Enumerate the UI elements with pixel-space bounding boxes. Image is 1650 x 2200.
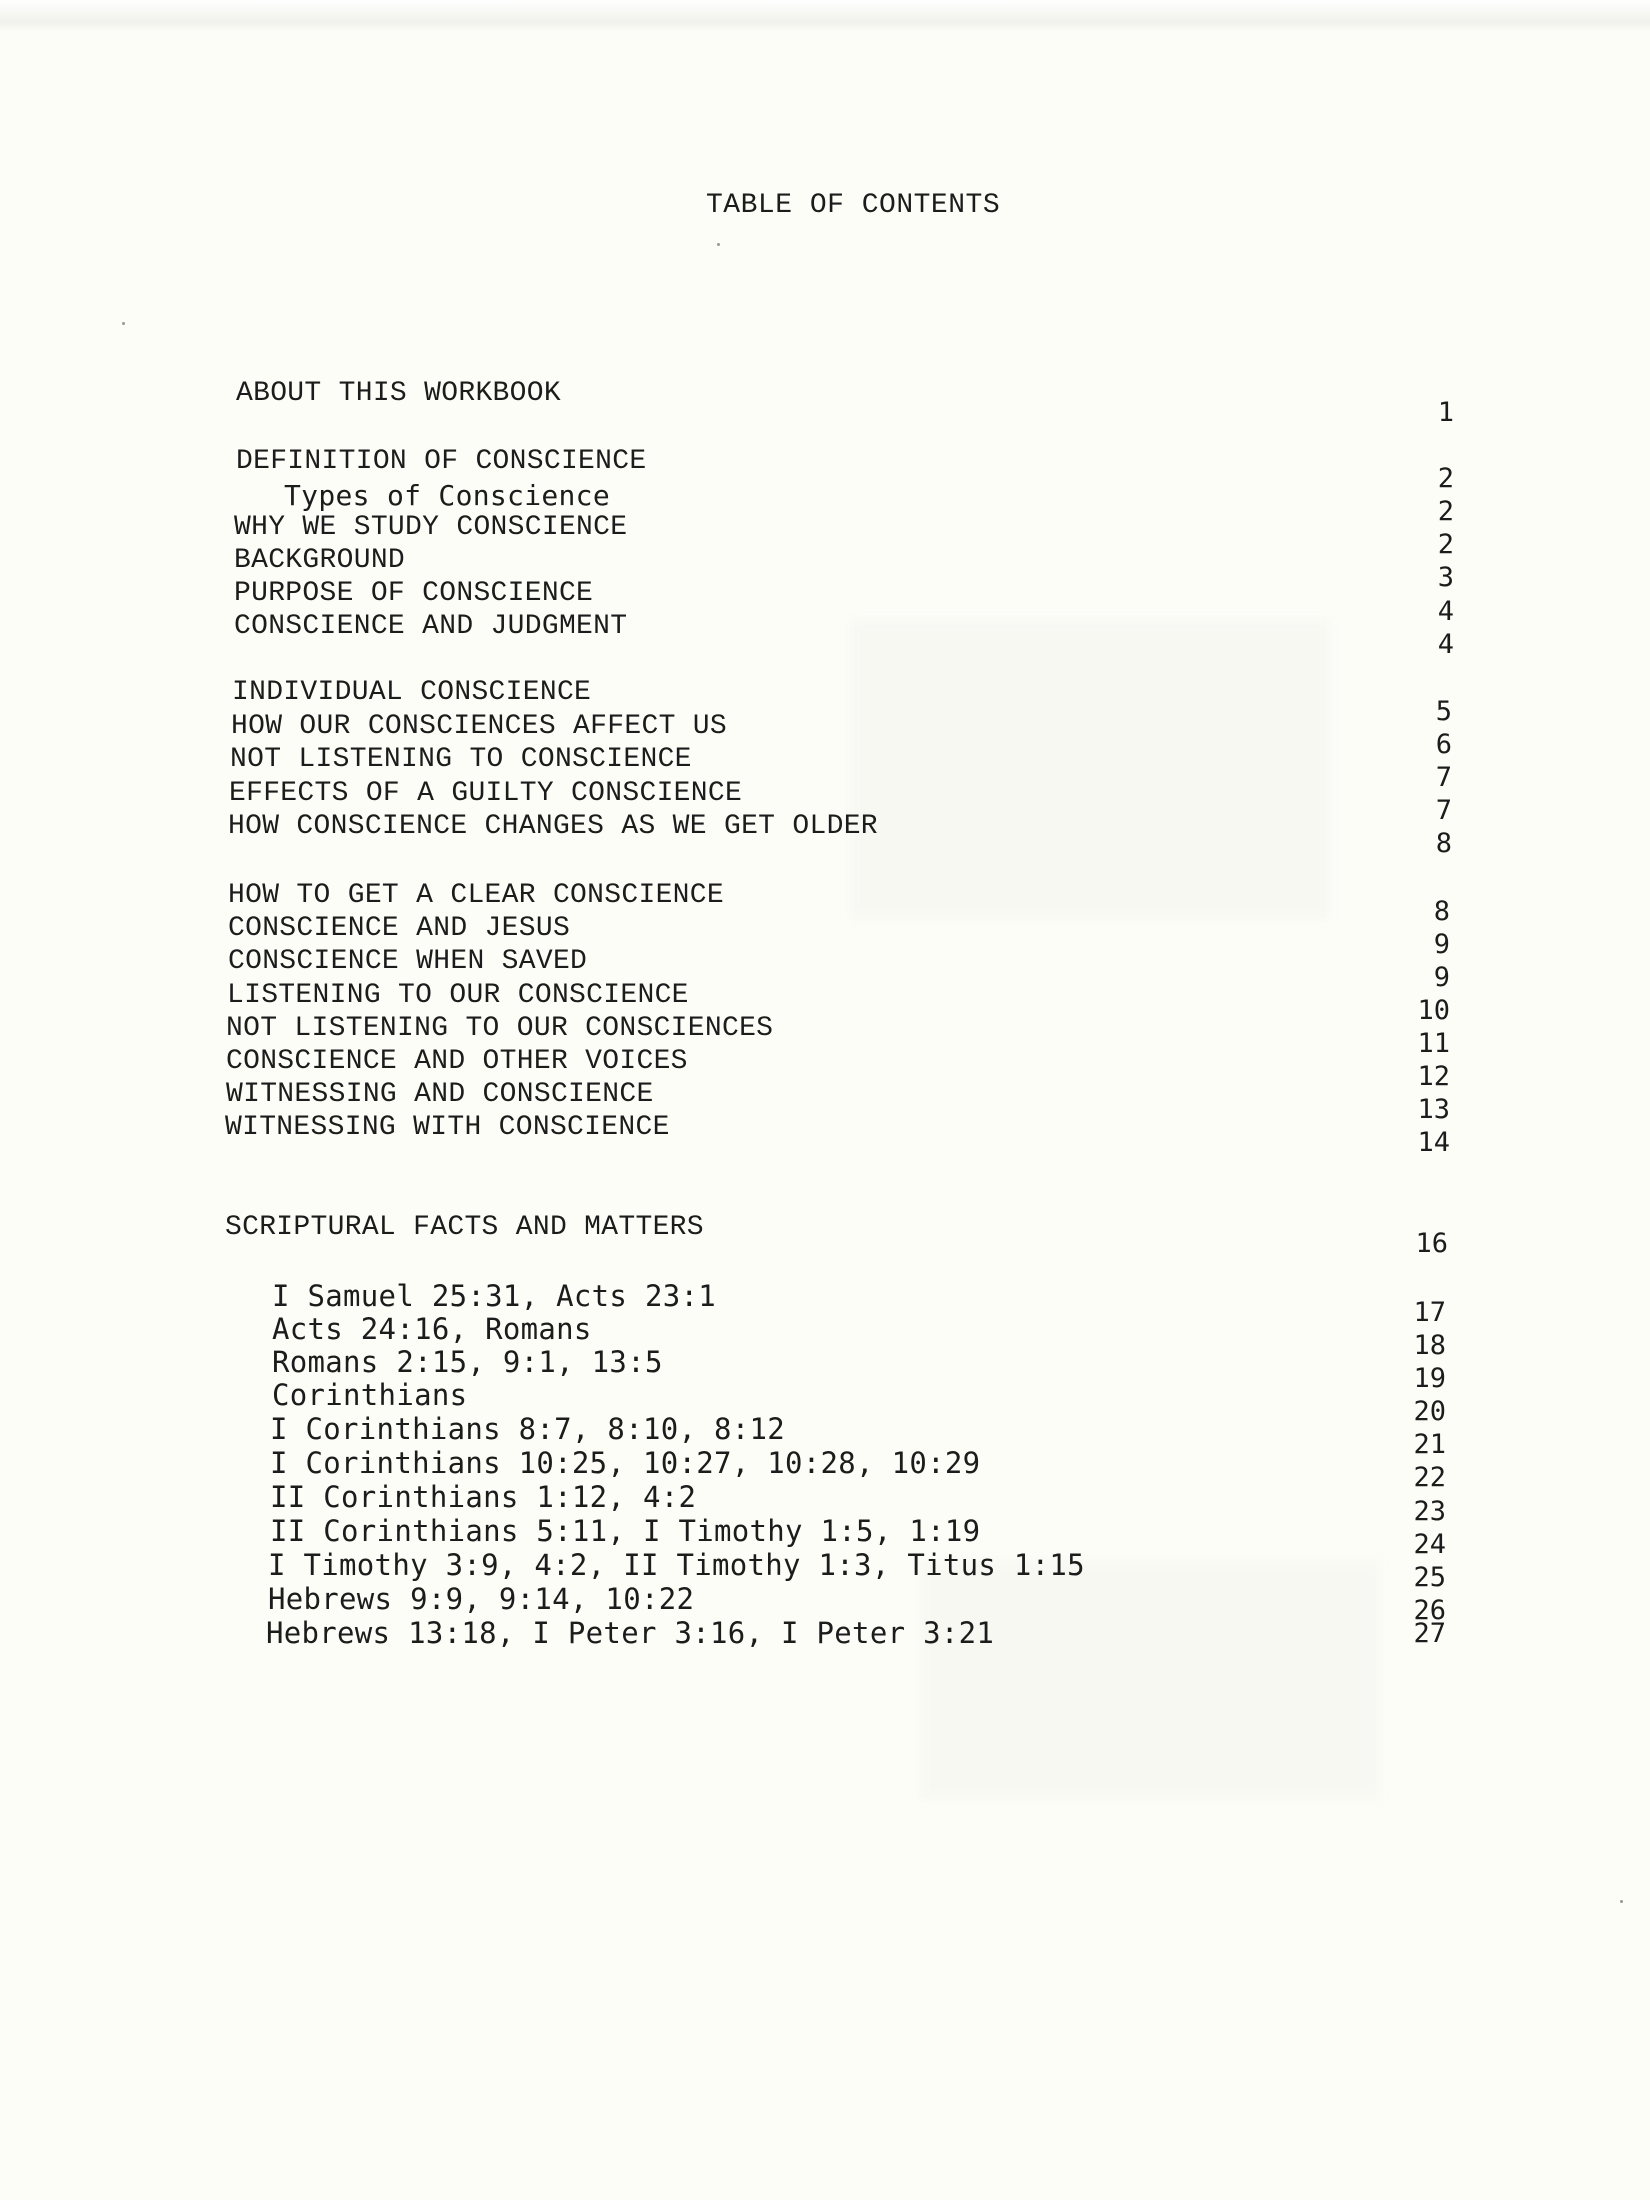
toc-scripture-entry: Hebrews 13:18, I Peter 3:16, I Peter 3:21 xyxy=(266,1616,995,1650)
toc-page-number: 9 xyxy=(1433,962,1450,993)
page-top-edge xyxy=(0,0,1650,32)
toc-scripture-entry: Acts 24:16, Romans xyxy=(272,1312,592,1346)
toc-entry-conscience-and-judgment: CONSCIENCE AND JUDGMENT xyxy=(234,611,628,642)
toc-page-number: 13 xyxy=(1417,1094,1450,1125)
toc-scripture-entry: Corinthians xyxy=(272,1378,468,1412)
toc-page-number: 2 xyxy=(1437,463,1454,494)
toc-scripture-entry: I Corinthians 8:7, 8:10, 8:12 xyxy=(270,1412,786,1446)
scan-speck xyxy=(122,322,125,325)
toc-entry-why-we-study-conscience: WHY WE STUDY CONSCIENCE xyxy=(234,512,628,543)
scan-speck xyxy=(717,243,720,246)
toc-entry-background: BACKGROUND xyxy=(234,545,406,576)
toc-entry-witnessing-with-conscience: WITNESSING WITH CONSCIENCE xyxy=(225,1112,670,1143)
toc-scripture-entry: I Corinthians 10:25, 10:27, 10:28, 10:29 xyxy=(270,1446,981,1480)
toc-page-number: 11 xyxy=(1417,1028,1450,1059)
toc-page-number: 7 xyxy=(1435,762,1452,793)
toc-page-number: 20 xyxy=(1413,1396,1446,1427)
toc-scripture-entry: Hebrews 9:9, 9:14, 10:22 xyxy=(268,1582,695,1616)
toc-entry-listening-to-our-conscience: LISTENING TO OUR CONSCIENCE xyxy=(227,980,689,1011)
toc-page-number: 4 xyxy=(1437,629,1454,660)
toc-page-number: 2 xyxy=(1437,529,1454,560)
toc-entry-purpose-of-conscience: PURPOSE OF CONSCIENCE xyxy=(234,578,594,609)
page-title: TABLE OF CONTENTS xyxy=(706,190,1001,221)
toc-page-number: 27 xyxy=(1413,1618,1446,1649)
toc-entry-conscience-when-saved: CONSCIENCE WHEN SAVED xyxy=(228,946,588,977)
toc-page-number: 24 xyxy=(1413,1529,1446,1560)
show-through-shadow-lower xyxy=(920,1560,1380,1800)
show-through-shadow-upper xyxy=(850,620,1330,920)
toc-page-number: 10 xyxy=(1417,995,1450,1026)
toc-page-number: 9 xyxy=(1433,929,1450,960)
toc-page-number: 17 xyxy=(1413,1297,1446,1328)
toc-page-number: 19 xyxy=(1413,1363,1446,1394)
toc-scripture-entry: I Timothy 3:9, 4:2, II Timothy 1:3, Titus 1:15 xyxy=(268,1548,1085,1582)
toc-page-number: 25 xyxy=(1413,1562,1446,1593)
toc-page-number: 8 xyxy=(1433,896,1450,927)
toc-scripture-entry: I Samuel 25:31, Acts 23:1 xyxy=(272,1279,716,1313)
toc-entry-witnessing-and-conscience: WITNESSING AND CONSCIENCE xyxy=(226,1079,654,1110)
toc-entry-not-listening-to-our-consciences: NOT LISTENING TO OUR CONSCIENCES xyxy=(226,1013,774,1044)
toc-entry-effects-of-a-guilty-conscience: EFFECTS OF A GUILTY CONSCIENCE xyxy=(229,778,743,809)
scan-speck xyxy=(1620,1900,1623,1903)
toc-page-number: 16 xyxy=(1415,1228,1448,1259)
toc-page-number: 21 xyxy=(1413,1429,1446,1460)
toc-scripture-entry: Romans 2:15, 9:1, 13:5 xyxy=(272,1345,663,1379)
toc-entry-conscience-and-other-voices: CONSCIENCE AND OTHER VOICES xyxy=(226,1046,688,1077)
toc-page-number: 26 xyxy=(1413,1595,1446,1626)
toc-entry-not-listening-to-conscience: NOT LISTENING TO CONSCIENCE xyxy=(230,744,692,775)
toc-entry-definition-of-conscience: DEFINITION OF CONSCIENCE xyxy=(236,446,647,477)
toc-scripture-entry: II Corinthians 1:12, 4:2 xyxy=(270,1480,697,1514)
toc-page-number: 18 xyxy=(1413,1330,1446,1361)
toc-page-number: 3 xyxy=(1437,562,1454,593)
toc-page-number: 6 xyxy=(1435,729,1452,760)
toc-entry-how-our-consciences-affect-us: HOW OUR CONSCIENCES AFFECT US xyxy=(231,711,727,742)
toc-entry-how-to-get-a-clear-conscience: HOW TO GET A CLEAR CONSCIENCE xyxy=(228,880,724,911)
toc-page-number: 4 xyxy=(1437,596,1454,627)
toc-page-number: 8 xyxy=(1435,828,1452,859)
toc-page-number: 23 xyxy=(1413,1496,1446,1527)
toc-entry-how-conscience-changes: HOW CONSCIENCE CHANGES AS WE GET OLDER xyxy=(228,811,878,842)
toc-page-number: 1 xyxy=(1437,397,1454,428)
toc-page-number: 22 xyxy=(1413,1462,1446,1493)
toc-page-number: 12 xyxy=(1417,1061,1450,1092)
toc-scripture-entry: II Corinthians 5:11, I Timothy 1:5, 1:19 xyxy=(270,1514,981,1548)
toc-page-number: 7 xyxy=(1435,795,1452,826)
toc-page-number: 14 xyxy=(1417,1127,1450,1158)
toc-subentry-types-of-conscience: Types of Conscience xyxy=(284,479,610,512)
toc-page-number: 2 xyxy=(1437,496,1454,527)
toc-entry-individual-conscience: INDIVIDUAL CONSCIENCE xyxy=(232,677,592,708)
toc-entry-scriptural-facts-and-matters: SCRIPTURAL FACTS AND MATTERS xyxy=(225,1212,704,1243)
toc-entry-conscience-and-jesus: CONSCIENCE AND JESUS xyxy=(228,913,571,944)
toc-page-number: 5 xyxy=(1435,696,1452,727)
toc-entry-about-this-workbook: ABOUT THIS WORKBOOK xyxy=(236,378,561,409)
